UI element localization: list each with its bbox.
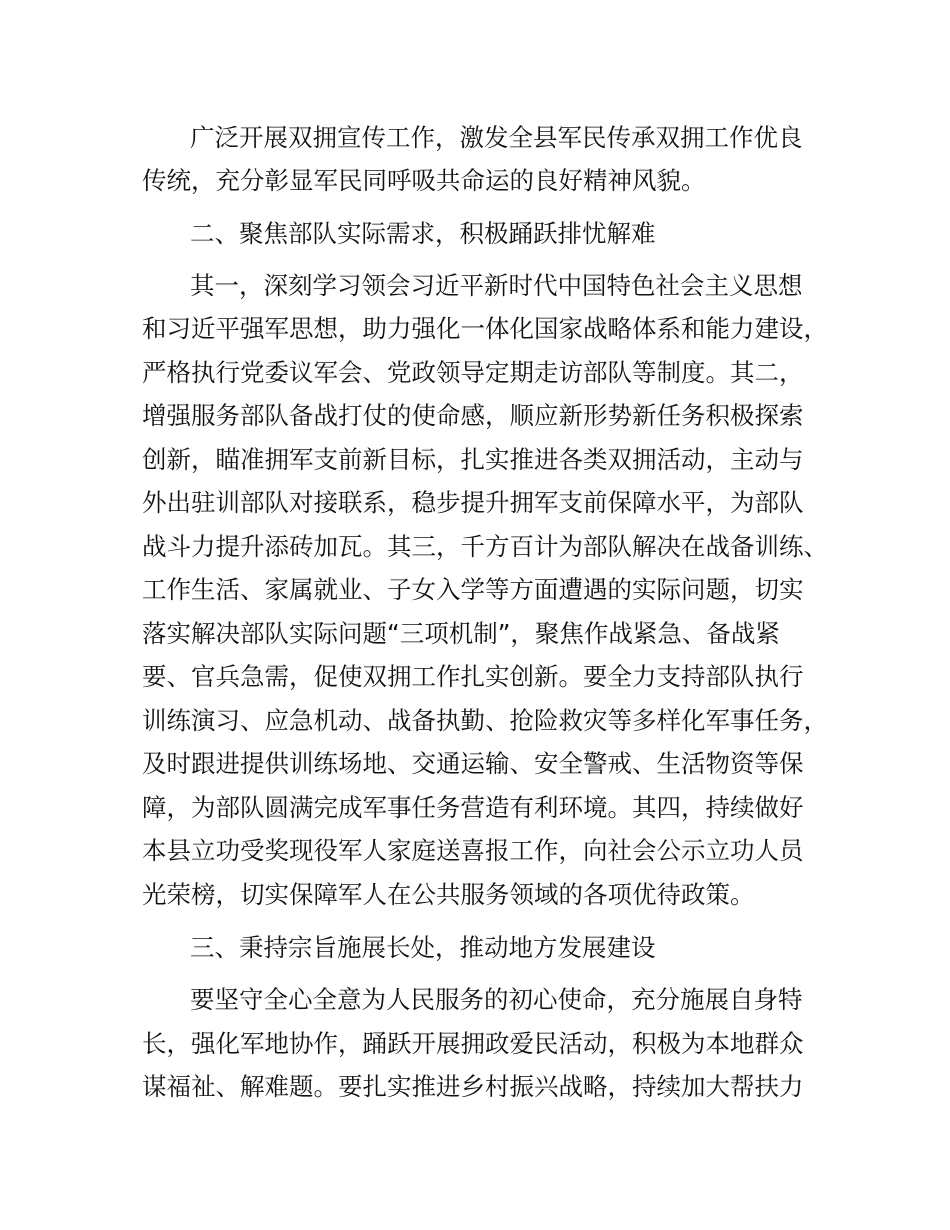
text-line-content: 本县立功受奖现役军人家庭送喜报工作，向社会公示立功人员: [142, 836, 804, 865]
text-line: [0, 394, 950, 438]
text-line: [0, 307, 950, 351]
text-line-content: 严格执行党委议军会、党政领导定期走访部队等制度。其二，: [142, 358, 804, 387]
text-line-content: 训练演习、应急机动、战备执勤、抢险救灾等多样化军事任务，: [142, 706, 828, 735]
text-line-content: 及时跟进提供训练场地、交通运输、安全警戒、生活物资等保: [142, 749, 804, 778]
text-line-content: 要、官兵急需，促使双拥工作扎实创新。要全力支持部队执行: [142, 662, 804, 691]
section-heading: [0, 926, 950, 970]
text-line: [0, 568, 950, 612]
text-line-content: 增强服务部队备战打仗的使命感，顺应新形势新任务积极探索: [142, 401, 804, 430]
text-line-content: 战斗力提升添砖加瓦。其三，千方百计为部队解决在战备训练、: [142, 532, 828, 561]
section-heading-text: 三、秉持宗旨施展长处，推动地方发展建设: [190, 933, 656, 962]
text-line: [0, 742, 950, 786]
text-line-content: 落实解决部队实际问题“三项机制”，聚焦作战紧急、备战紧: [142, 619, 780, 648]
text-line-content: 长，强化军地协作，踊跃开展拥政爱民活动，积极为本地群众: [142, 1029, 804, 1058]
text-line: [0, 978, 950, 1022]
section-heading-text: 二、聚焦部队实际需求，积极踊跃排忧解难: [190, 219, 656, 248]
text-line-content: 创新，瞄准拥军支前新目标，扎实推进各类双拥活动，主动与: [142, 445, 804, 474]
text-line: [0, 525, 950, 569]
text-line: [0, 829, 950, 873]
text-line-content: 要坚守全心全意为人民服务的初心使命，充分施展自身特: [190, 985, 803, 1014]
text-line: [0, 351, 950, 395]
text-line-content: 和习近平强军思想，助力强化一体化国家战略体系和能力建设，: [142, 314, 828, 343]
text-line: [0, 1065, 950, 1109]
text-line: [0, 264, 950, 308]
section-heading: [0, 212, 950, 256]
text-line: [0, 116, 950, 160]
text-line-content: 其一，深刻学习领会习近平新时代中国特色社会主义思想: [190, 271, 803, 300]
text-line: [0, 481, 950, 525]
text-line-content: 广泛开展双拥宣传工作，激发全县军民传承双拥工作优良: [190, 123, 803, 152]
text-line-content: 障，为部队圆满完成军事任务营造有利环境。其四，持续做好: [142, 793, 804, 822]
text-line-content: 传统，充分彰显军民同呼吸共命运的良好精神风貌。: [142, 166, 706, 195]
text-line: [0, 438, 950, 482]
text-line: [0, 655, 950, 699]
text-line: [0, 159, 950, 203]
text-line-content: 谋福祉、解难题。要扎实推进乡村振兴战略，持续加大帮扶力: [142, 1072, 804, 1101]
text-line-content: 外出驻训部队对接联系，稳步提升拥军支前保障水平，为部队: [142, 488, 804, 517]
text-line: [0, 1022, 950, 1066]
text-line-content: 光荣榜，切实保障军人在公共服务领域的各项优待政策。: [142, 880, 755, 909]
text-line: [0, 699, 950, 743]
text-line: [0, 873, 950, 917]
text-line: [0, 786, 950, 830]
text-line: [0, 612, 950, 656]
text-line-content: 工作生活、家属就业、子女入学等方面遭遇的实际问题，切实: [142, 575, 804, 604]
